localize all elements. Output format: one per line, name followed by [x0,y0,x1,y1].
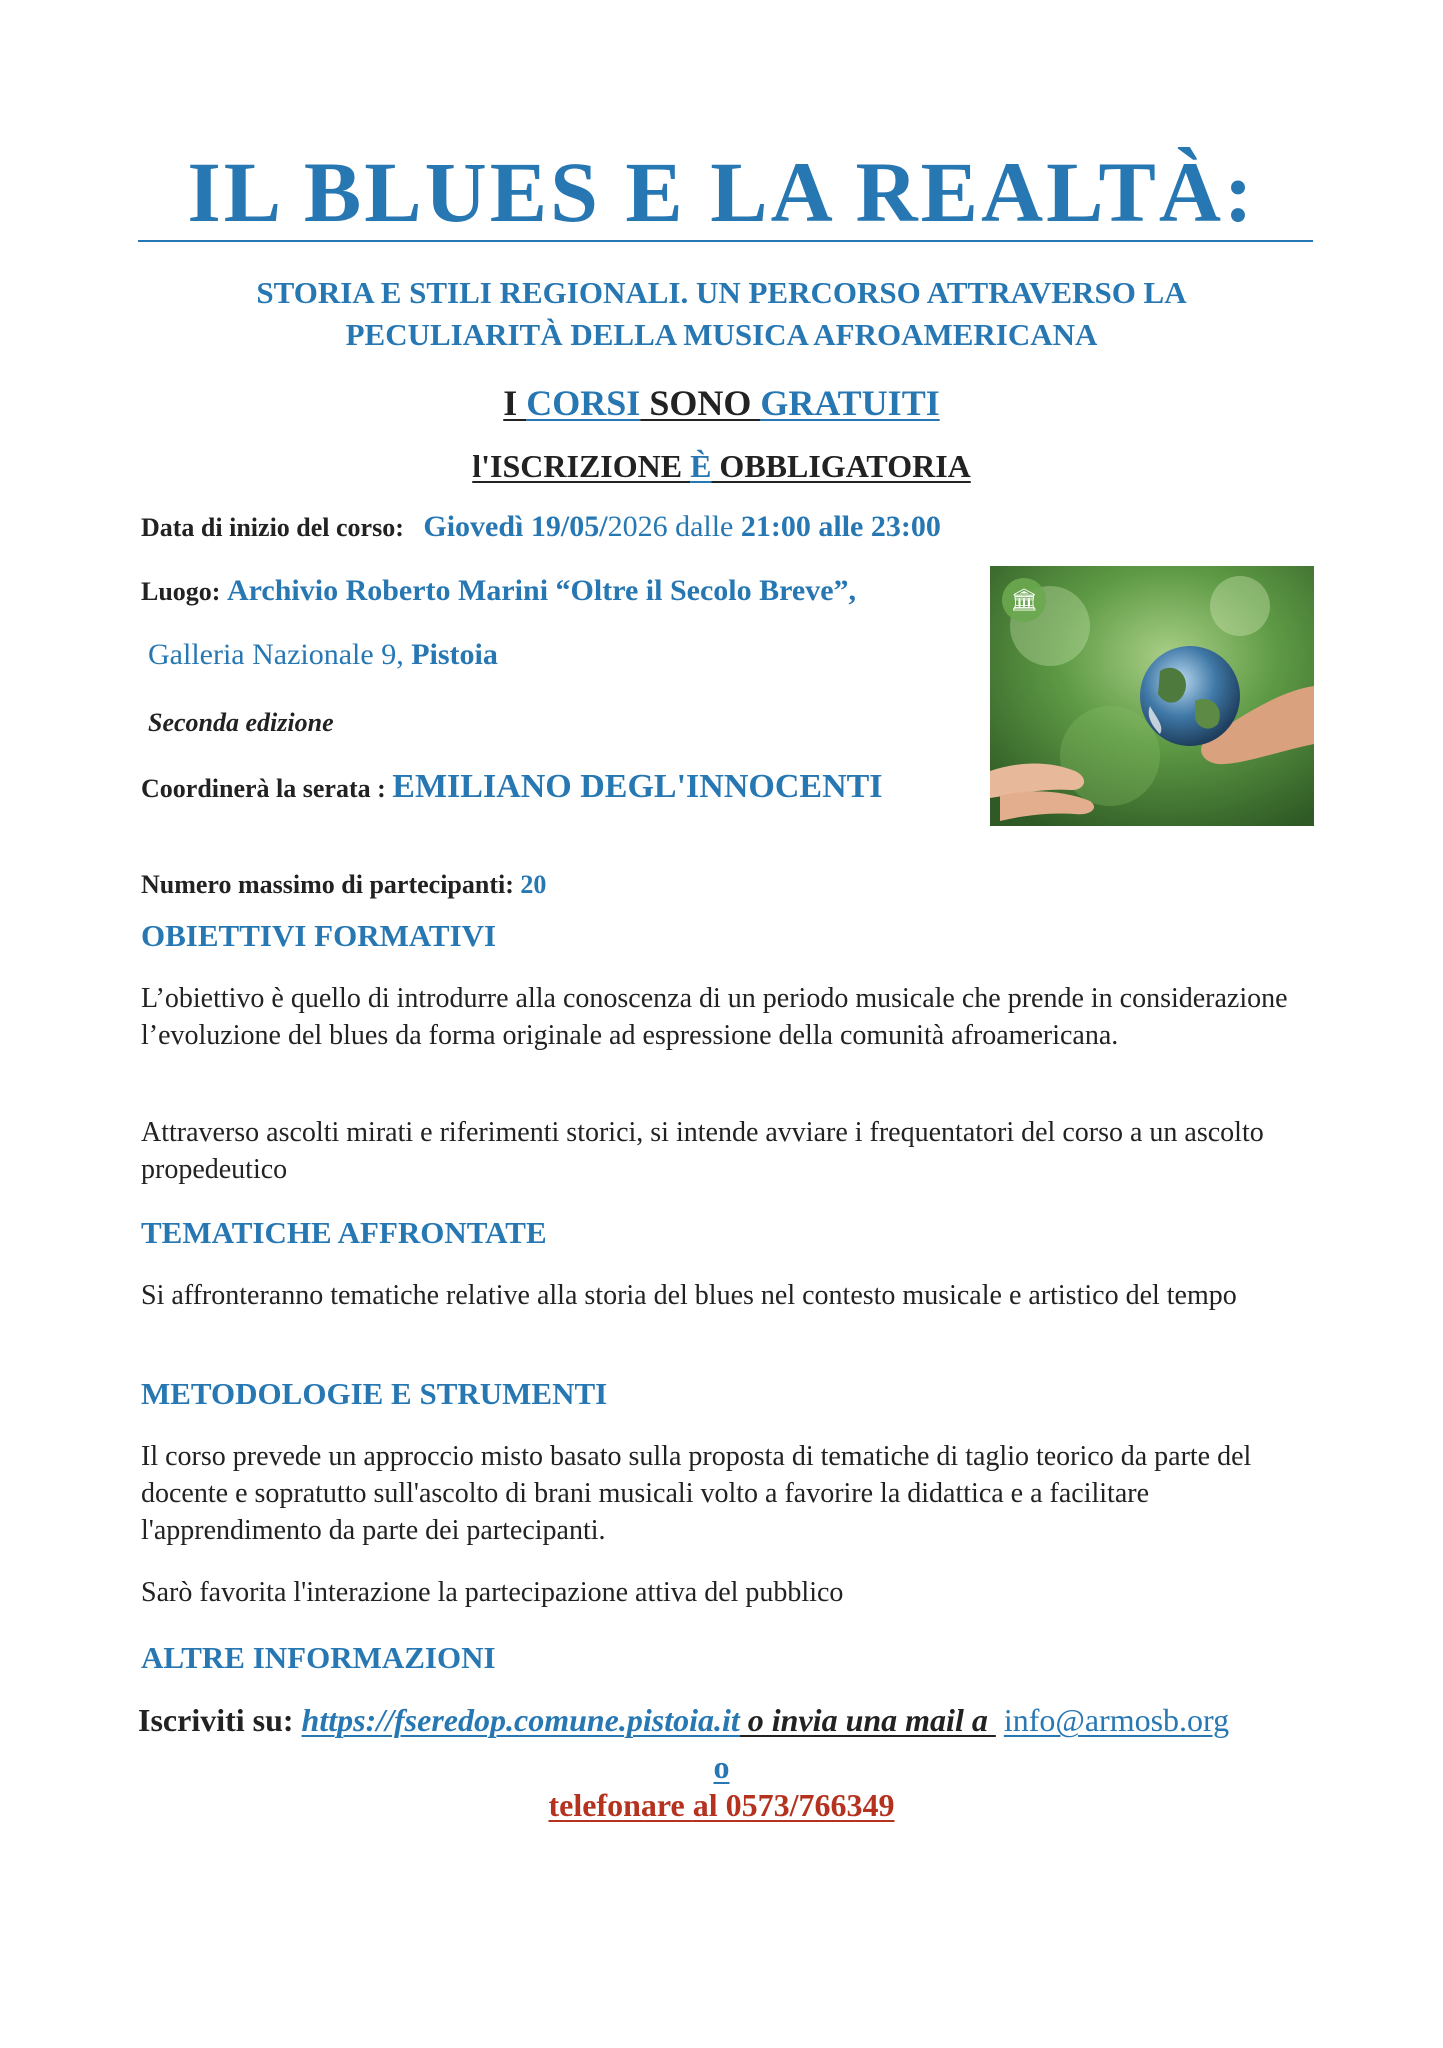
email-link[interactable]: info@armosb.org [1003,1702,1230,1738]
place-label: Luogo: [141,577,221,606]
place-value: Archivio Roberto Marini “Oltre il Secolo Breve”, [226,574,857,607]
free-part-4: GRATUITI [760,383,940,423]
start-date-from: dalle [667,510,741,543]
start-date-row [141,510,941,545]
title-divider [138,240,1313,242]
methods-paragraph-1: Il corso prevede un approccio misto basato sulla proposta di tematiche di taglio teorico da parte del docente e sopratutto sull'ascolto di brani musicali volto a favorire la didattica e a facilitare l'apprendimento da parte dei partecipanti. [141,1441,1252,1546]
phone-link[interactable]: al 0573/766349 [692,1787,895,1823]
subtitle [0,272,1443,356]
edition-note: Seconda edizione [148,708,334,737]
registration-part-1: l'ISCRIZIONE [472,448,691,484]
objectives-paragraph-1: L’obiettivo è quello di introdurre alla conoscenza di un periodo musicale che prende in considerazione l’evoluzione del blues da forma originale ad espressione della comunità afroamericana. [141,983,1288,1051]
registration-part-2: È [690,448,712,484]
coordinator-name: EMILIANO DEGL'INNOCENTI [392,768,883,805]
methods-paragraph-2: Sarò favorita l'interazione la partecipazione attiva del pubblico [141,1577,844,1608]
globe-hands-photo [990,566,1314,826]
start-date-day: Giovedì 19/05/ [423,510,608,543]
coordinator-label: Coordinerà la serata : [141,774,386,803]
address-row [148,638,498,672]
max-participants-row [141,868,546,902]
address-street: Galleria Nazionale 9, [148,638,412,671]
free-courses-notice [0,382,1443,424]
registration-notice [0,448,1443,485]
objectives-paragraph-2: Attraverso ascolti mirati e riferimenti storici, si intende avviare i frequentatori del corso a un ascolto propedeutico [141,1117,1264,1185]
phone-label: telefonare [548,1787,693,1823]
subtitle-line-1: STORIA E STILI REGIONALI. UN PERCORSO ATTRAVERSO LA [256,275,1187,310]
subtitle-line-2: PECULIARITÀ DELLA MUSICA AFROAMERICANA [345,317,1098,352]
signup-mail-text: o invia una mail a [739,1702,996,1738]
free-part-2: CORSI [526,383,641,423]
or-line [0,1749,1443,1786]
place-row [141,574,856,609]
start-date-times: 21:00 alle 23:00 [740,510,941,543]
registration-part-3: OBBLIGATORIA [711,448,971,484]
free-part-1: I [503,383,527,423]
start-date-label: Data di inizio del corso: [141,513,404,542]
page-title: IL BLUES E LA REALTÀ: [187,144,1256,240]
free-part-3: SONO [640,383,761,423]
topics-heading: TEMATICHE AFFRONTATE [141,1215,547,1250]
methods-heading: METODOLOGIE E STRUMENTI [141,1376,608,1411]
max-participants-label: Numero massimo di partecipanti: [141,870,514,899]
signup-line [138,1702,1229,1739]
coordinator-row [141,770,883,806]
other-info-heading: ALTRE INFORMAZIONI [141,1640,496,1675]
address-city: Pistoia [411,638,498,671]
museum-icon: 🏛 [1010,587,1038,613]
signup-label: Iscriviti su: [138,1702,302,1738]
phone-line [0,1787,1443,1824]
max-participants-value: 20 [520,870,547,899]
signup-url-link[interactable]: https://fseredop.comune.pistoia.it [301,1702,740,1738]
topics-paragraph-1: Si affronteranno tematiche relative alla storia del blues nel contesto musicale e artistico del tempo [141,1280,1237,1311]
start-date-year: 2026 [607,510,668,543]
or-text: o [713,1749,730,1785]
objectives-heading: OBIETTIVI FORMATIVI [141,918,497,953]
